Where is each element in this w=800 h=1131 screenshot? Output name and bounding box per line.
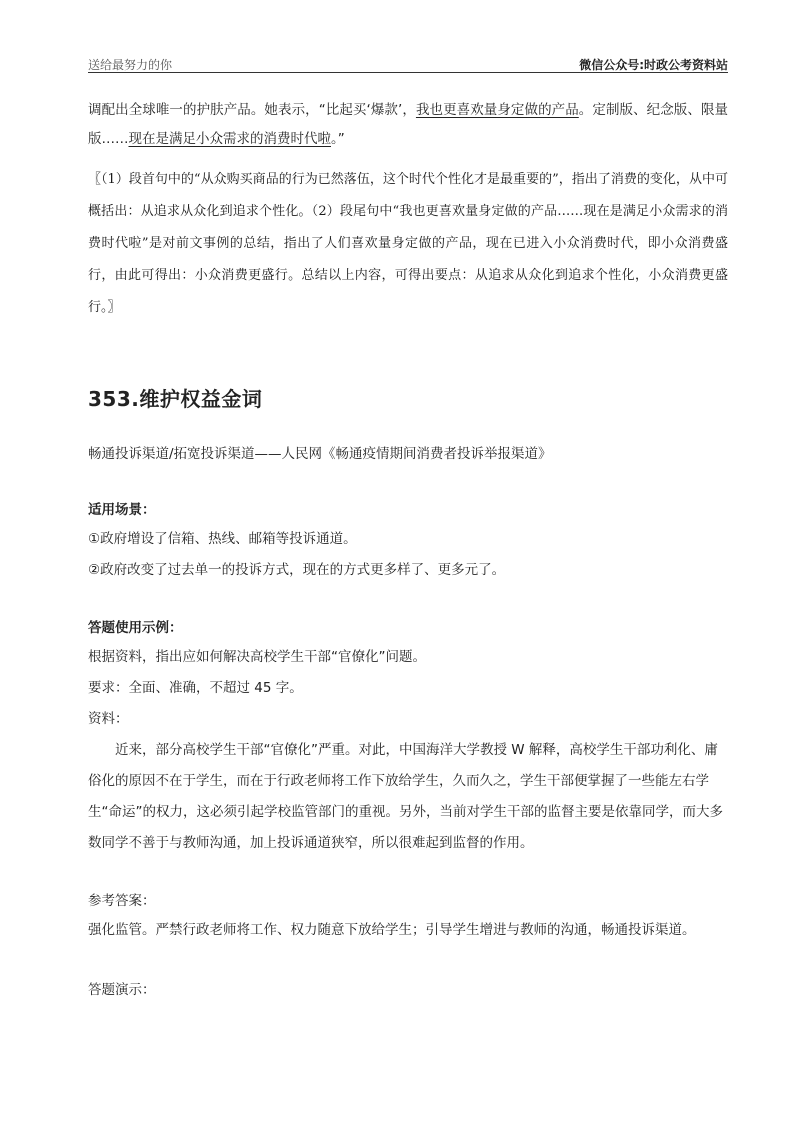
question-text: 根据资料，指出应如何解决高校学生干部“官僚化”问题。 — [88, 649, 426, 665]
scene-label: 适用场景： — [88, 502, 156, 518]
intro-underline-2: 现在是满足小众需求的消费时代啦 — [128, 131, 331, 147]
document-body — [88, 96, 728, 1004]
intro-text-3: 。” — [331, 131, 345, 147]
intro-text-1: 调配出全球唯一的护肤产品。她表示，“比起买‘爆款’， — [88, 102, 416, 118]
material-label: 资料： — [88, 711, 129, 727]
analysis-paragraph: 〖（1）段首句中的“从众购买商品的行为已然落伍，这个时代个性化才是最重要的”，指出了消费的变化，从中可概括出：从追求从众化到追求个性化。（2）段尾句中“我也更喜欢量身定做的产品……现在是满足小众需求的消费时代啦”是对前文事例的总结，指出了人们喜欢量身定做的产品，现在已进入小众消费时代，即小众消费盛行，由此可得出：小众消费更盛行。总结以上内容，可得出要点：从追求从众化到追求个性化，小众消费更盛行。〗 — [88, 172, 728, 315]
answer-label: 参考答案： — [88, 893, 156, 909]
material-text: 近来，部分高校学生干部“官僚化”严重。对此，中国海洋大学教授 W 解释，高校学生干部功利化、庸俗化的原因不在于学生，而在于行政老师将工作下放给学生，久而久之，学生干部便掌握了一些能左右学生“命运”的权力，这必须引起学校监管部门的重视。另外，当前对学生干部的监督主要是依靠同学，而大多数同学不善于与教师沟通，加上投诉通道狭窄，所以很难起到监督的作用。 — [88, 742, 723, 851]
requirement-text: 要求：全面、准确，不超过 45 字。 — [88, 680, 303, 696]
example-label: 答题使用示例： — [88, 620, 183, 636]
page-header — [88, 52, 728, 72]
header-wechat-account: 微信公众号:时政公考资料站 — [579, 58, 728, 72]
intro-underline-1: 我也更喜欢量身定做的产品 — [415, 102, 579, 118]
section-source: 畅通投诉渠道/拓宽投诉渠道——人民网《畅通疫情期间消费者投诉举报渠道》 — [88, 446, 552, 462]
scene-item: ②政府改变了过去单一的投诉方式，现在的方式更多样了、更多元了。 — [88, 562, 506, 578]
intro-paragraph — [88, 96, 728, 154]
scene-item: ①政府增设了信箱、热线、邮箱等投诉通道。 — [88, 531, 357, 547]
demo-label: 答题演示： — [88, 982, 156, 998]
answer-text: 强化监管。严禁行政老师将工作、权力随意下放给学生；引导学生增进与教师的沟通，畅通投诉渠道。 — [88, 922, 696, 938]
section-title: 353.维护权益金词 — [88, 387, 263, 411]
header-divider — [88, 72, 728, 73]
intro-text-2: 。定制版、纪念版、限量版…… — [88, 102, 729, 147]
header-slogan: 送给最努力的你 — [88, 58, 173, 72]
